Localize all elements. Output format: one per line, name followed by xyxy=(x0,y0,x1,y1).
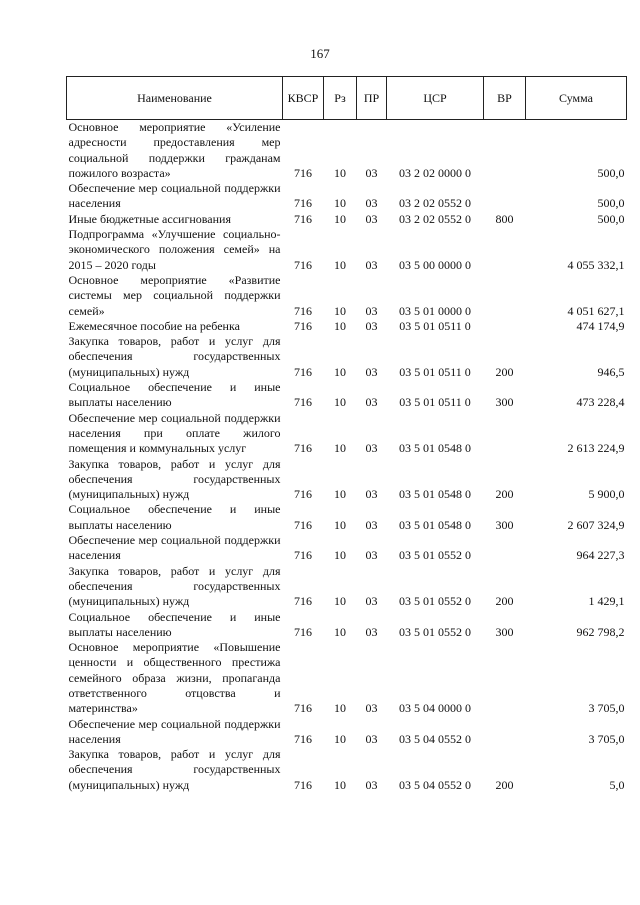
row-sum: 5 900,0 xyxy=(588,487,625,502)
row-vr xyxy=(484,319,526,334)
row-kvsr: 716 xyxy=(294,211,312,226)
header-csr: ЦСР xyxy=(387,77,484,120)
row-name: Социальное обеспечение и иные выплаты населению xyxy=(68,502,281,532)
table-row xyxy=(67,640,627,716)
row-kvsr: 716 xyxy=(294,441,312,456)
row-rz: 10 xyxy=(334,624,346,639)
row-rz: 10 xyxy=(334,165,346,180)
row-name: Социальное обеспечение и иные выплаты населению xyxy=(68,380,281,410)
row-rz: 10 xyxy=(334,364,346,379)
row-name: Обеспечение мер социальной поддержки населения xyxy=(68,716,281,746)
row-pr: 03 xyxy=(365,777,378,792)
row-kvsr: 716 xyxy=(294,165,312,180)
row-pr: 03 xyxy=(365,548,378,563)
row-kvsr: 716 xyxy=(294,517,312,532)
row-vr xyxy=(484,181,526,212)
row-sum: 5,0 xyxy=(609,777,625,792)
row-csr: 03 5 01 0000 0 xyxy=(399,303,471,318)
row-vr: 200 xyxy=(495,364,514,379)
header-name: Наименование xyxy=(67,77,283,120)
row-vr xyxy=(484,640,526,716)
table-header-row xyxy=(67,77,627,120)
row-csr: 03 5 01 0552 0 xyxy=(399,548,471,563)
row-sum: 4 055 332,1 xyxy=(567,257,625,272)
row-csr: 03 5 04 0552 0 xyxy=(399,777,471,792)
row-name: Иные бюджетные ассигнования xyxy=(68,211,231,226)
table-row xyxy=(67,120,627,182)
row-name: Закупка товаров, работ и услуг для обеспечения государственных (муниципальных) нужд xyxy=(68,456,281,502)
row-sum: 3 705,0 xyxy=(588,701,625,716)
row-rz: 10 xyxy=(334,303,346,318)
header-sum: Сумма xyxy=(526,77,627,120)
table-row xyxy=(67,181,627,212)
row-rz: 10 xyxy=(334,441,346,456)
row-kvsr: 716 xyxy=(294,257,312,272)
row-vr: 300 xyxy=(495,517,514,532)
row-pr: 03 xyxy=(365,701,378,716)
row-csr: 03 2 02 0552 0 xyxy=(399,196,471,211)
table-row xyxy=(67,457,627,503)
row-name: Социальное обеспечение и иные выплаты населению xyxy=(68,609,281,639)
row-kvsr: 716 xyxy=(294,731,312,746)
row-rz: 10 xyxy=(334,731,346,746)
row-vr xyxy=(484,533,526,564)
row-vr: 200 xyxy=(495,487,514,502)
row-kvsr: 716 xyxy=(294,594,312,609)
table-row xyxy=(67,227,627,273)
table-row xyxy=(67,747,627,793)
row-pr: 03 xyxy=(365,441,378,456)
row-rz: 10 xyxy=(334,395,346,410)
row-pr: 03 xyxy=(365,165,378,180)
row-sum: 2 607 324,9 xyxy=(567,517,625,532)
row-vr xyxy=(484,273,526,319)
row-vr: 300 xyxy=(495,395,514,410)
row-pr: 03 xyxy=(365,517,378,532)
row-csr: 03 5 01 0548 0 xyxy=(399,441,471,456)
table-row xyxy=(67,411,627,457)
row-pr: 03 xyxy=(365,731,378,746)
row-name: Ежемесячное пособие на ребенка xyxy=(68,318,240,333)
row-pr: 03 xyxy=(365,318,378,333)
header-pr: ПР xyxy=(357,77,387,120)
page-number: 167 xyxy=(310,46,330,61)
header-kvsr: КВСР xyxy=(283,77,324,120)
row-kvsr: 716 xyxy=(294,624,312,639)
row-vr xyxy=(484,411,526,457)
row-sum: 500,0 xyxy=(597,211,625,226)
row-kvsr: 716 xyxy=(294,303,312,318)
row-csr: 03 5 01 0552 0 xyxy=(399,594,471,609)
row-rz: 10 xyxy=(334,594,346,609)
table-row xyxy=(67,334,627,380)
row-kvsr: 716 xyxy=(294,548,312,563)
row-pr: 03 xyxy=(365,395,378,410)
table-row xyxy=(67,502,627,533)
row-kvsr: 716 xyxy=(294,196,312,211)
table-row xyxy=(67,610,627,641)
row-vr: 800 xyxy=(495,211,514,226)
row-sum: 473 228,4 xyxy=(576,395,625,410)
row-sum: 2 613 224,9 xyxy=(567,441,625,456)
row-csr: 03 5 01 0511 0 xyxy=(399,364,471,379)
budget-table xyxy=(66,76,627,793)
row-kvsr: 716 xyxy=(294,487,312,502)
row-kvsr: 716 xyxy=(294,777,312,792)
row-kvsr: 716 xyxy=(294,318,312,333)
row-name: Основное мероприятие «Усиление адресности предоставления мер социальной поддержки гражданам пожилого возраста» xyxy=(68,120,281,180)
row-vr xyxy=(484,227,526,273)
row-rz: 10 xyxy=(334,318,346,333)
row-rz: 10 xyxy=(334,548,346,563)
row-kvsr: 716 xyxy=(294,395,312,410)
row-csr: 03 5 04 0552 0 xyxy=(399,731,471,746)
header-vr: ВР xyxy=(484,77,526,120)
row-vr: 200 xyxy=(495,594,514,609)
row-sum: 3 705,0 xyxy=(588,731,625,746)
row-rz: 10 xyxy=(334,487,346,502)
row-sum: 964 227,3 xyxy=(576,548,625,563)
row-pr: 03 xyxy=(365,257,378,272)
row-csr: 03 2 02 0552 0 xyxy=(399,211,471,226)
row-csr: 03 5 01 0552 0 xyxy=(399,624,471,639)
row-csr: 03 5 01 0511 0 xyxy=(399,395,471,410)
row-rz: 10 xyxy=(334,777,346,792)
row-pr: 03 xyxy=(365,487,378,502)
row-rz: 10 xyxy=(334,211,346,226)
row-name: Основное мероприятие «Развитие системы мер социальной поддержки семей» xyxy=(68,272,281,318)
row-pr: 03 xyxy=(365,211,378,226)
row-name: Обеспечение мер социальной поддержки населения xyxy=(68,533,281,563)
row-csr: 03 5 00 0000 0 xyxy=(399,257,471,272)
row-vr: 300 xyxy=(495,624,514,639)
row-vr xyxy=(484,120,526,182)
row-rz: 10 xyxy=(334,196,346,211)
row-csr: 03 5 01 0511 0 xyxy=(399,318,471,333)
row-name: Обеспечение мер социальной поддержки населения xyxy=(68,181,281,211)
row-csr: 03 5 04 0000 0 xyxy=(399,701,471,716)
row-pr: 03 xyxy=(365,624,378,639)
row-sum: 1 429,1 xyxy=(588,594,625,609)
row-name: Закупка товаров, работ и услуг для обеспечения государственных (муниципальных) нужд xyxy=(68,747,281,792)
row-kvsr: 716 xyxy=(294,364,312,379)
row-sum: 4 051 627,1 xyxy=(567,303,625,318)
row-name: Основное мероприятие «Повышение ценности и общественного престижа семейного образа жизни, пропаганда ответственного отцовства и материнства» xyxy=(68,640,281,716)
row-csr: 03 5 01 0548 0 xyxy=(399,517,471,532)
row-sum: 946,5 xyxy=(597,364,625,379)
row-pr: 03 xyxy=(365,364,378,379)
row-csr: 03 5 01 0548 0 xyxy=(399,487,471,502)
row-kvsr: 716 xyxy=(294,701,312,716)
row-pr: 03 xyxy=(365,594,378,609)
row-name: Закупка товаров, работ и услуг для обеспечения государственных (муниципальных) нужд xyxy=(68,334,281,379)
row-vr xyxy=(484,717,526,748)
row-rz: 10 xyxy=(334,701,346,716)
table-row xyxy=(67,380,627,411)
table-row xyxy=(67,273,627,319)
row-vr: 200 xyxy=(495,777,514,792)
row-name: Обеспечение мер социальной поддержки населения при оплате жилого помещения и коммунальных услуг xyxy=(68,410,281,456)
row-name: Подпрограмма «Улучшение социально-экономического положения семей» на 2015 – 2020 годы xyxy=(68,227,281,272)
row-rz: 10 xyxy=(334,517,346,532)
row-csr: 03 2 02 0000 0 xyxy=(399,165,471,180)
row-pr: 03 xyxy=(365,196,378,211)
row-sum: 962 798,2 xyxy=(576,624,625,639)
row-sum: 500,0 xyxy=(597,196,625,211)
header-rz: Рз xyxy=(324,77,357,120)
row-name: Закупка товаров, работ и услуг для обеспечения государственных (муниципальных) нужд xyxy=(68,563,281,609)
table-body xyxy=(67,120,627,794)
table-row xyxy=(67,319,627,334)
table-row xyxy=(67,212,627,227)
table-row xyxy=(67,717,627,748)
table-row xyxy=(67,533,627,564)
row-sum: 500,0 xyxy=(597,165,625,180)
row-sum: 474 174,9 xyxy=(576,318,625,333)
table-row xyxy=(67,564,627,610)
row-pr: 03 xyxy=(365,303,378,318)
row-rz: 10 xyxy=(334,257,346,272)
